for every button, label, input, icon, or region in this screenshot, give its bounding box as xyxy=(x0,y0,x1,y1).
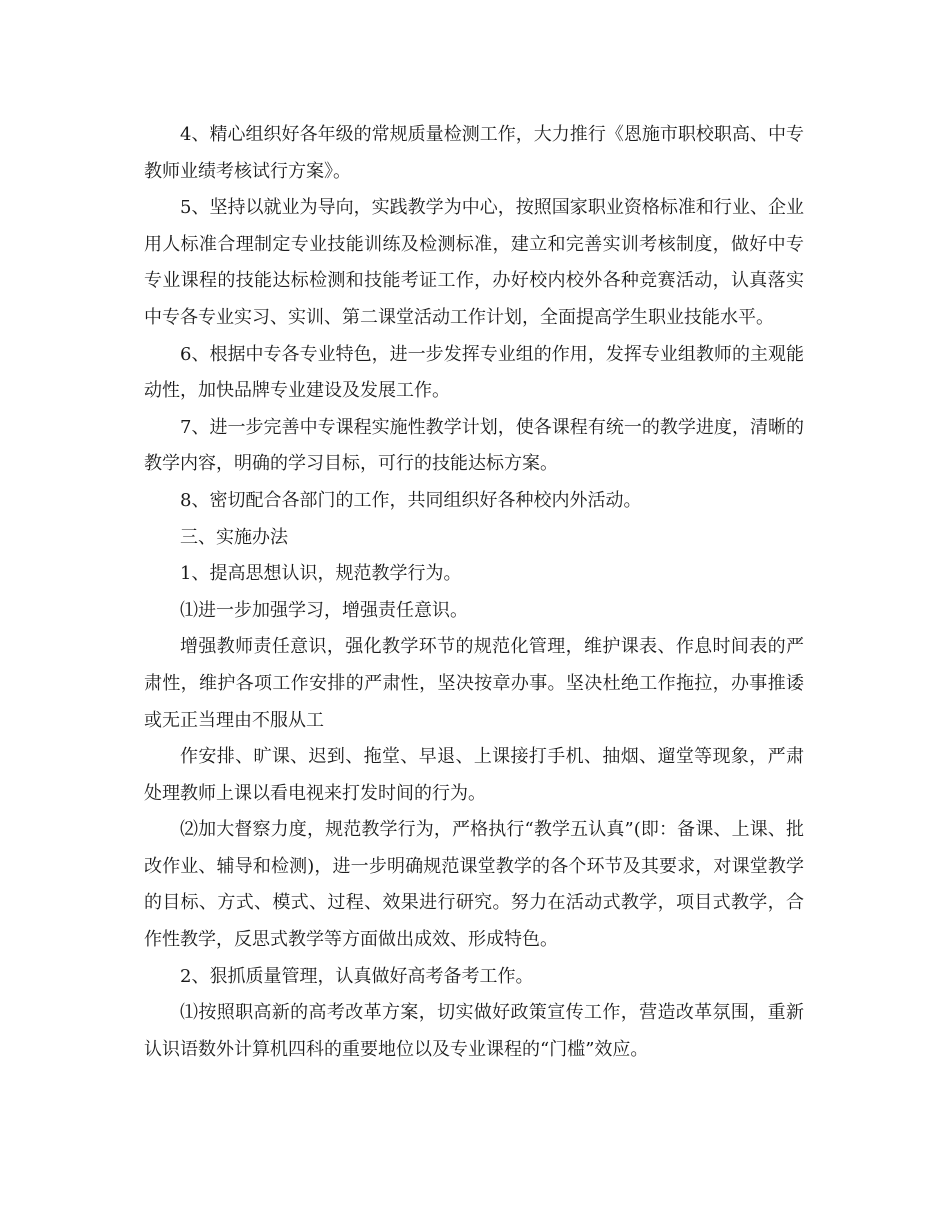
paragraph-item-6: 6、根据中专各专业特色，进一步发挥专业组的作用，发挥专业组教师的主观能动性，加快品牌专业建设及发展工作。 xyxy=(144,343,804,402)
paragraph-item-7: 7、进一步完善中专课程实施性教学计划，使各课程有统一的教学进度，清晰的教学内容，明确的学习目标，可行的技能达标方案。 xyxy=(144,416,804,475)
paragraph-responsibility-cont: 作安排、旷课、迟到、拖堂、早退、上课接打手机、抽烟、遛堂等现象，严肃处理教师上课以看电视来打发时间的行为。 xyxy=(144,746,804,804)
paragraph-responsibility: 增强教师责任意识，强化教学环节的规范化管理，维护课表、作息时间表的严肃性，维护各项工作安排的严肃性，坚决按章办事。坚决杜绝工作拖拉，办事推诿或无正当理由不服从工 xyxy=(144,636,804,731)
paragraph-item-8: 8、密切配合各部门的工作，共同组织好各种校内外活动。 xyxy=(180,489,642,511)
section-heading-implementation: 三、实施办法 xyxy=(180,526,288,548)
paragraph-supervision: ⑵加大督察力度，规范教学行为，严格执行“教学五认真”(即：备课、上课、批改作业、辅导和检测)，进一步明确规范课堂教学的各个环节及其要求，对课堂教学的目标、方式、模式、过程、效果进行研究。努力在活动式教学，项目式教学，合作性教学，反思式教学等方面做出成效、形成特色。 xyxy=(144,819,804,951)
paragraph-item-5: 5、坚持以就业为导向，实践教学为中心，按照国家职业资格标准和行业、企业用人标准合理制定专业技能训练及检测标准，建立和完善实训考核制度，做好中专专业课程的技能达标检测和技能考证工作，办好校内校外各种竞赛活动，认真落实中专各专业实习、实训、第二课堂活动工作计划，全面提高学生职业技能水平。 xyxy=(144,197,804,328)
document-body xyxy=(144,117,804,1068)
paragraph-exam-reform: ⑴按照职高新的高考改革方案，切实做好政策宣传工作，营造改革氛围，重新认识语数外计算机四科的重要地位以及专业课程的“门槛”效应。 xyxy=(144,1002,804,1060)
paragraph-item-4: 4、精心组织好各年级的常规质量检测工作，大力推行《恩施市职校职高、中专教师业绩考核试行方案》。 xyxy=(144,124,804,182)
subheading-1-1: ⑴进一步加强学习，增强责任意识。 xyxy=(180,599,468,621)
subheading-2: 2、狠抓质量管理，认真做好高考备考工作。 xyxy=(180,965,534,987)
subheading-1: 1、提高思想认识，规范教学行为。 xyxy=(180,563,462,585)
